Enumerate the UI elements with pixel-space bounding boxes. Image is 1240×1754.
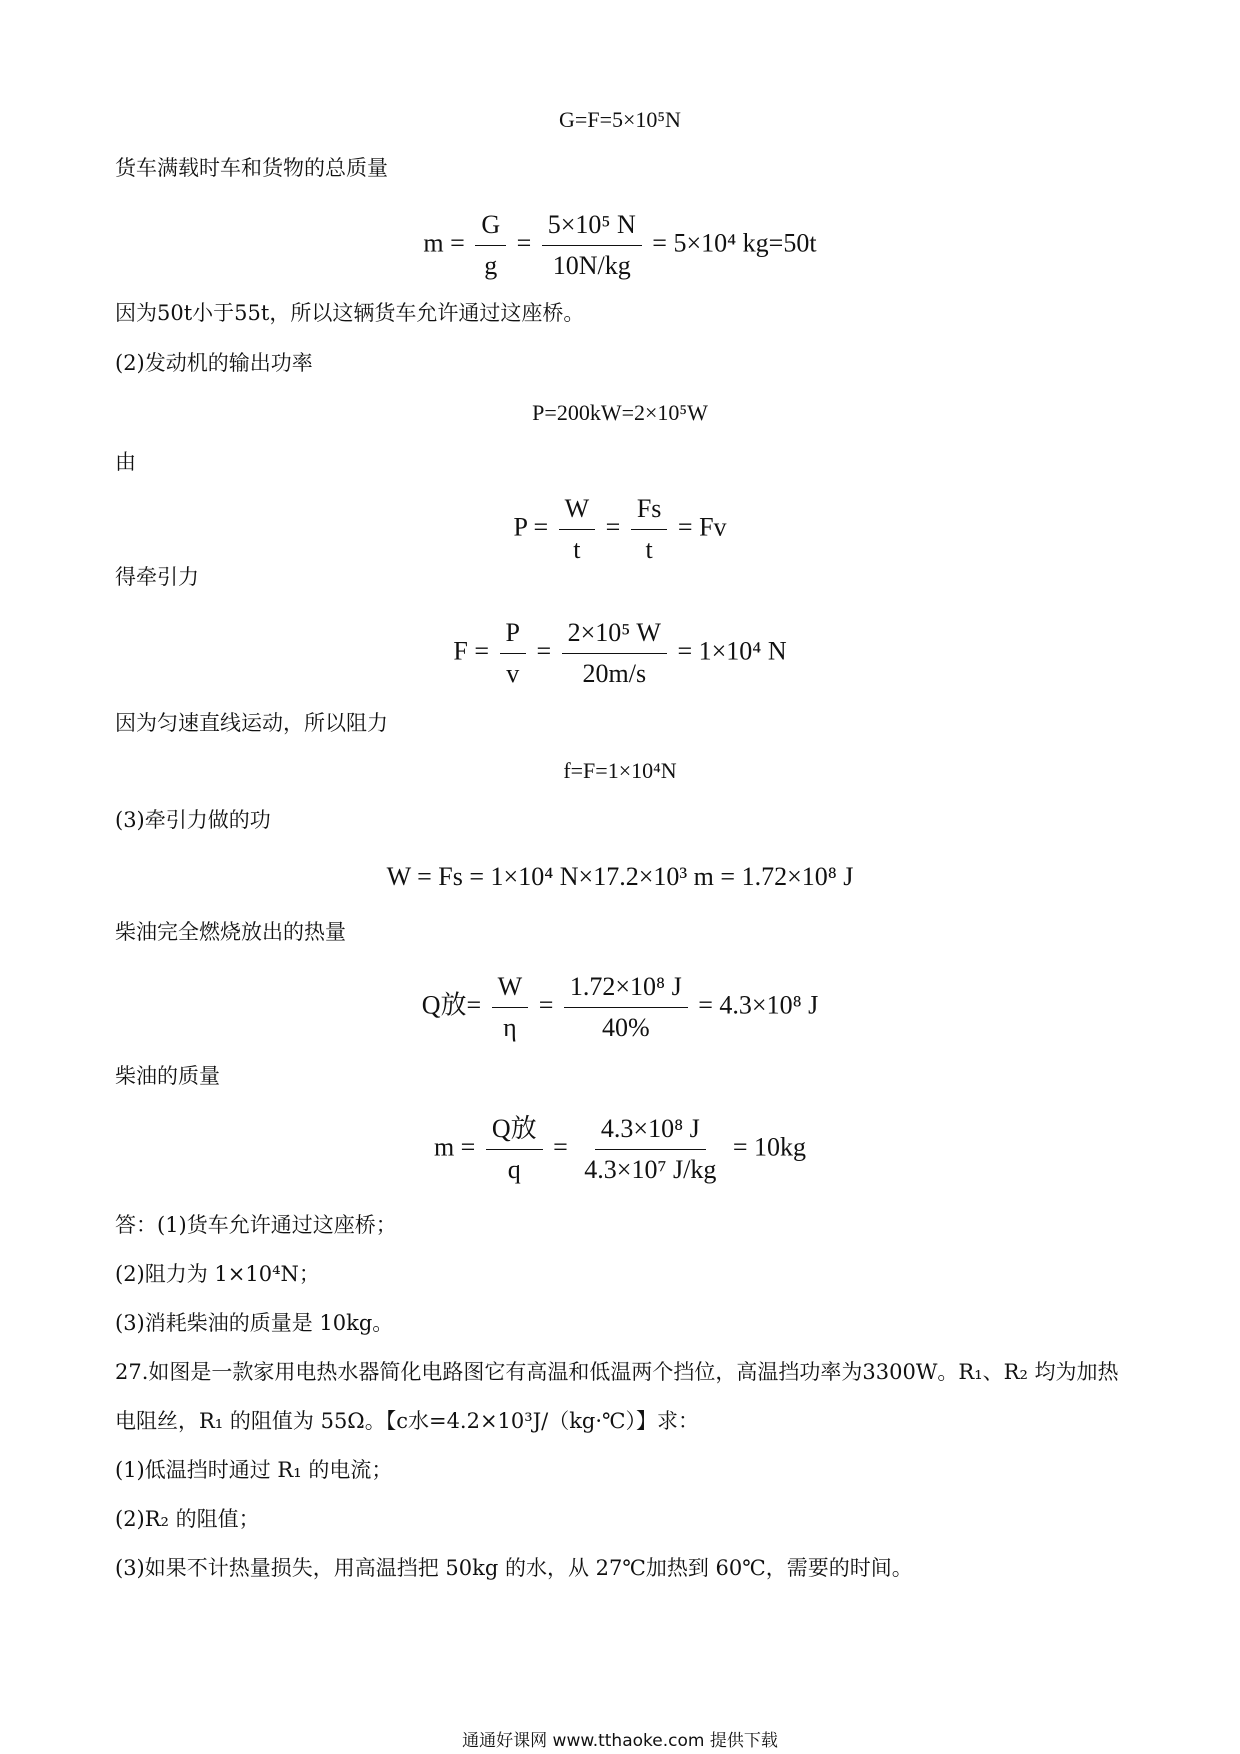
eq-lhs: Q放= [421, 990, 482, 1020]
text-resistance: 因为匀速直线运动，所以阻力 [115, 711, 388, 735]
numerator: 1.72×10⁸ J [564, 970, 688, 1008]
eq-equals: = [553, 1132, 568, 1162]
numerator: W [559, 492, 596, 530]
equation-friction: f=F=1×10⁴N [563, 758, 677, 783]
fraction [631, 492, 668, 567]
denominator: t [573, 535, 581, 564]
fraction [559, 492, 596, 567]
numerator: Q放 [486, 1112, 543, 1150]
equation-weight: G=F=5×10⁵N [559, 107, 681, 132]
eq-rhs: = Fv [677, 512, 727, 542]
equation-mass [0, 208, 1240, 283]
numerator: P [500, 616, 526, 654]
eq-equals: = [605, 512, 621, 542]
eq-lhs: F = [453, 636, 489, 666]
eq-equals: = [516, 228, 532, 258]
text-question-27-3: (3)如果不计热量损失，用高温挡把 50kg 的水，从 27℃加热到 60℃，需要的时间。 [115, 1556, 913, 1580]
denominator: 10N/kg [552, 251, 631, 280]
denominator: 4.3×10⁷ J/kg [584, 1155, 717, 1184]
denominator: 20m/s [582, 659, 647, 688]
denominator: q [507, 1155, 521, 1184]
eq-rhs: = 5×10⁴ kg=50t [652, 228, 817, 258]
fraction [500, 616, 526, 691]
denominator: η [503, 1013, 517, 1042]
fraction [486, 1112, 543, 1187]
equation-work: W = Fs = 1×10⁴ N×17.2×10³ m = 1.72×10⁸ J [386, 862, 854, 891]
denominator: 40% [601, 1013, 650, 1042]
eq-equals: = [538, 990, 554, 1020]
fraction [492, 970, 529, 1045]
eq-rhs: = 4.3×10⁸ J [698, 990, 819, 1020]
eq-equals: = [536, 636, 552, 666]
text-question-27-cont: 电阻丝，R₁ 的阻值为 55Ω。【c水=4.2×10³J/（kg·℃）】求： [115, 1409, 700, 1433]
eq-lhs: m = [423, 228, 465, 258]
equation-power-value: P=200kW=2×10⁵W [532, 400, 708, 425]
numerator: 4.3×10⁸ J [595, 1112, 706, 1150]
footer-source: 通通好课网 www.tthaoke.com 提供下载 [462, 1731, 778, 1751]
fraction [578, 1112, 722, 1187]
eq-rhs: = 1×10⁴ N [677, 636, 787, 666]
text-heat: 柴油完全燃烧放出的热量 [115, 920, 346, 944]
numerator: Fs [631, 492, 668, 530]
equation-fuel [0, 1112, 1240, 1187]
text-question-27: 27.如图是一款家用电热水器简化电路图它有高温和低温两个挡位，高温挡功率为3300W。R₁、R₂ 均为加热 [115, 1360, 1119, 1384]
eq-lhs: m = [433, 1132, 476, 1162]
text-answer-1: 答：(1)货车允许通过这座桥； [115, 1213, 397, 1237]
text-traction: 得牵引力 [115, 565, 199, 589]
text-part-2: (2)发动机的输出功率 [115, 351, 313, 375]
text-total-mass: 货车满载时车和货物的总质量 [115, 156, 388, 180]
equation-force [0, 616, 1240, 691]
text-from: 由 [115, 450, 136, 474]
denominator: t [645, 535, 653, 564]
fraction [542, 208, 642, 283]
text-answer-3: (3)消耗柴油的质量是 10kg。 [115, 1311, 394, 1335]
text-part-3: (3)牵引力做的功 [115, 808, 271, 832]
numerator: 2×10⁵ W [562, 616, 667, 654]
text-question-27-1: (1)低温挡时通过 R₁ 的电流； [115, 1458, 393, 1482]
text-conclusion-1: 因为50t小于55t，所以这辆货车允许通过这座桥。 [115, 301, 585, 325]
text-answer-2: (2)阻力为 1×10⁴N； [115, 1262, 320, 1286]
fraction [564, 970, 688, 1045]
equation-power [0, 492, 1240, 567]
numerator: G [475, 208, 506, 246]
text-fuel-mass: 柴油的质量 [115, 1064, 220, 1088]
eq-rhs: = 10kg [732, 1132, 807, 1162]
equation-heat [0, 970, 1240, 1045]
numerator: 5×10⁵ N [542, 208, 642, 246]
denominator: g [484, 251, 498, 280]
denominator: v [506, 659, 520, 688]
fraction [475, 208, 506, 283]
numerator: W [492, 970, 529, 1008]
fraction [562, 616, 667, 691]
eq-lhs: P = [513, 512, 549, 542]
text-question-27-2: (2)R₂ 的阻值； [115, 1507, 260, 1531]
